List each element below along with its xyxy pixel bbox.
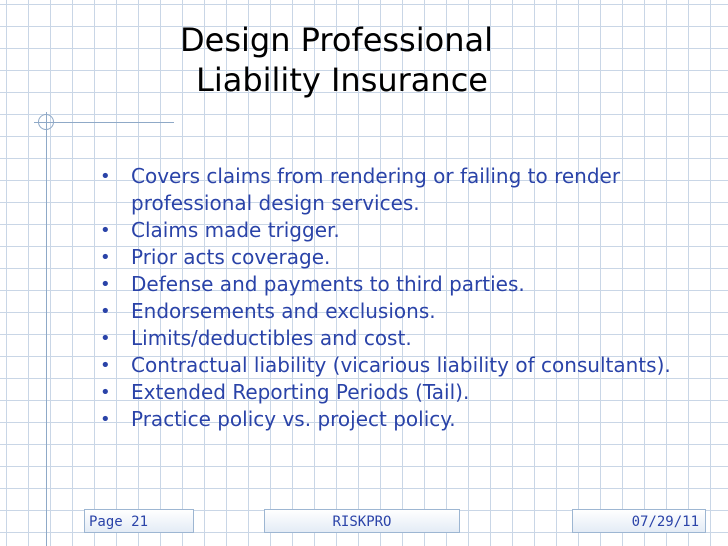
bullet-dot-icon: • (100, 355, 111, 376)
bullet-dot-icon: • (100, 328, 111, 349)
bullet-item (98, 379, 698, 406)
bullet-dot-icon: • (100, 382, 111, 403)
bullet-text: Contractual liability (vicarious liability of consultants). (131, 353, 671, 377)
bullet-dot-icon: • (100, 409, 111, 430)
bullet-item (98, 217, 698, 244)
bullet-item (98, 244, 698, 271)
bullet-dot-icon: • (100, 247, 111, 268)
bullet-dot-icon: • (100, 301, 111, 322)
slide-title-line-2: Liability Insurance (196, 61, 488, 99)
margin-vertical-line (46, 112, 47, 546)
bullet-item (98, 163, 698, 217)
bullet-item (98, 406, 698, 433)
bullet-text: Endorsements and exclusions. (131, 299, 436, 323)
bullet-dot-icon: • (100, 274, 111, 295)
bullet-text: Practice policy vs. project policy. (131, 407, 456, 431)
bullet-text: Limits/deductibles and cost. (131, 326, 412, 350)
bullet-text: Prior acts coverage. (131, 245, 331, 269)
slide-title (180, 20, 600, 100)
bullet-dot-icon: • (100, 220, 111, 241)
bullet-text: Covers claims from rendering or failing to render professional design services. (131, 164, 621, 215)
bullet-item (98, 298, 698, 325)
bullet-text: Claims made trigger. (131, 218, 340, 242)
bullet-item (98, 325, 698, 352)
bullet-list (98, 163, 698, 433)
bullet-text: Extended Reporting Periods (Tail). (131, 380, 470, 404)
margin-horizontal-line (34, 122, 174, 123)
footer-center-label: RISKPRO (264, 509, 460, 533)
margin-ring (38, 114, 54, 130)
footer-date: 07/29/11 (572, 509, 706, 533)
bullet-text: Defense and payments to third parties. (131, 272, 525, 296)
bullet-dot-icon: • (100, 166, 111, 187)
slide-title-line-1: Design Professional (180, 21, 493, 59)
bullet-item (98, 352, 698, 379)
footer-page-number: Page 21 (84, 509, 194, 533)
bullet-item (98, 271, 698, 298)
